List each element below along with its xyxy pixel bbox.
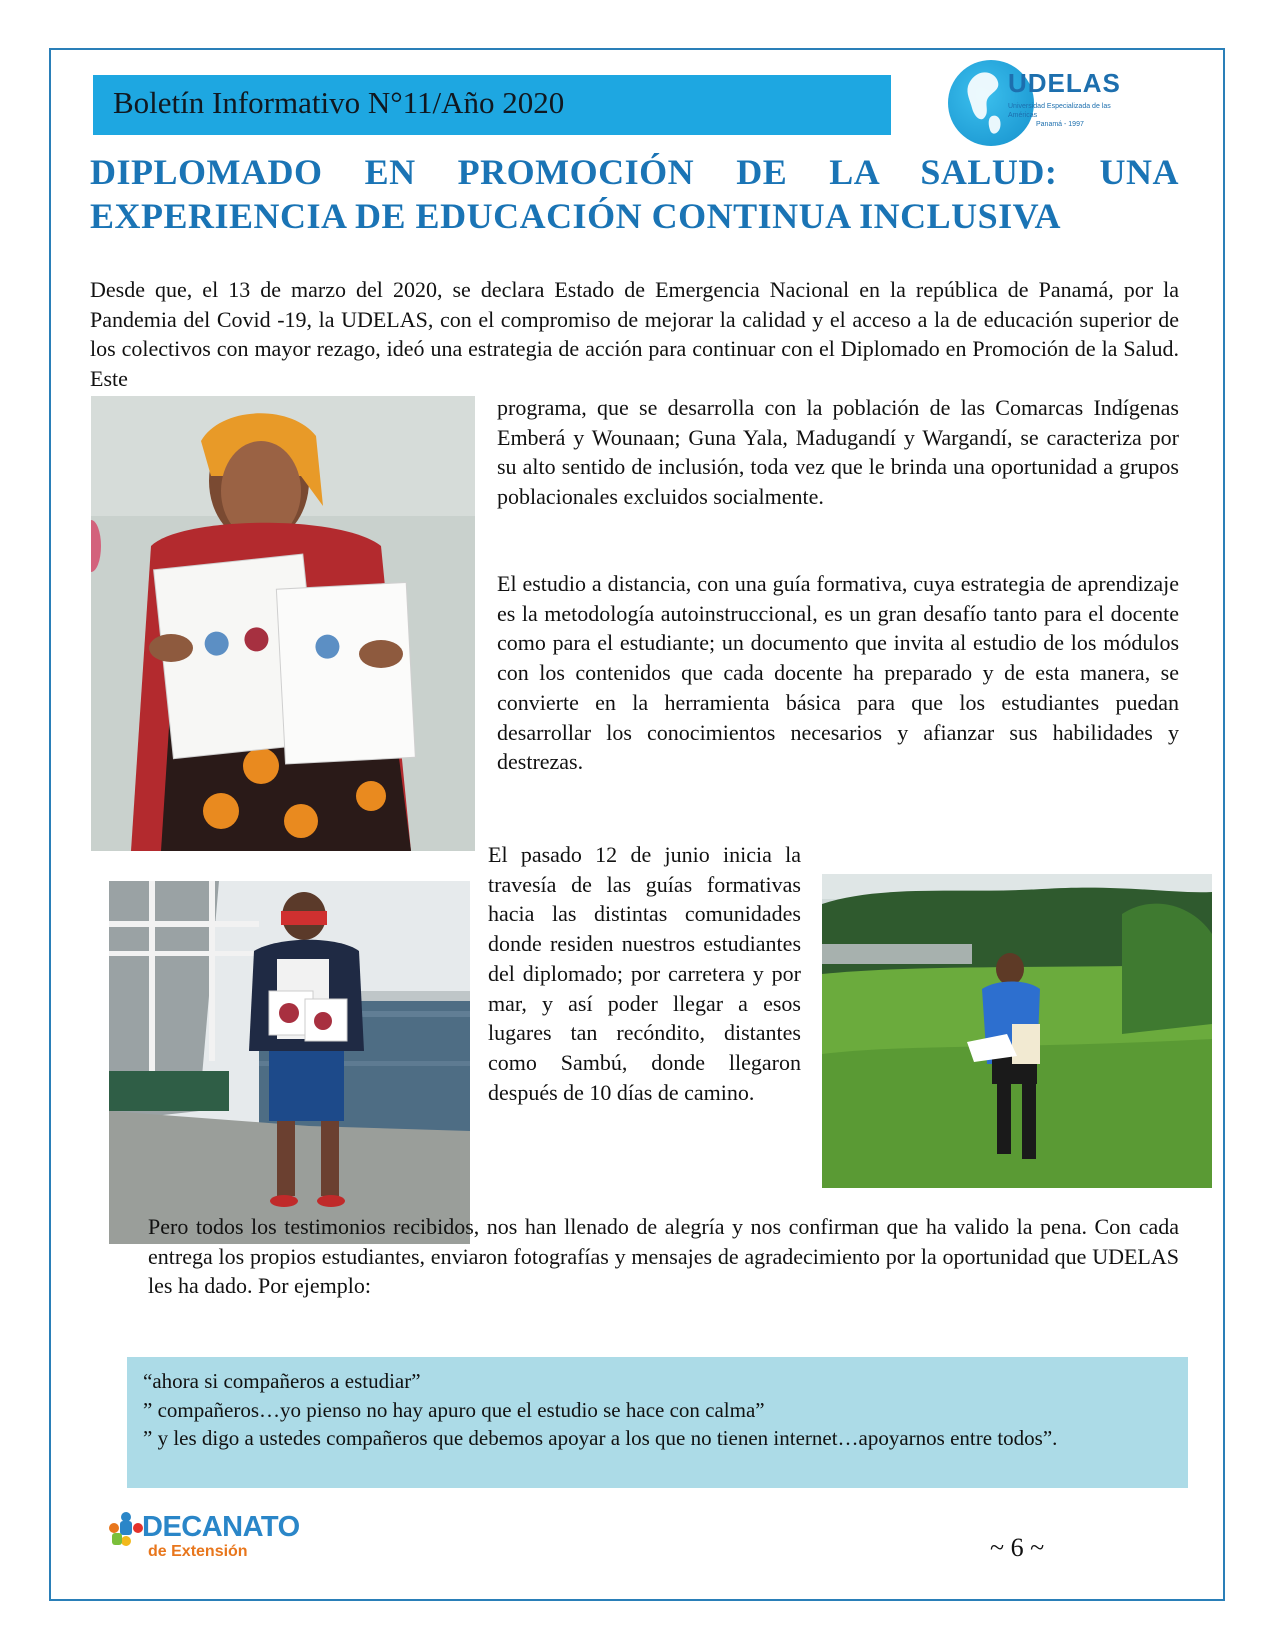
decanato-logo-sub: de Extensión (148, 1543, 248, 1560)
photo-student-pier (109, 881, 470, 1244)
udelas-logo (948, 58, 1128, 148)
article-paragraph-3: El estudio a distancia, con una guía formativa, cuya estrategia de aprendizaje es la metodología autoinstruccional, es un gran desafío tanto para el docente como para el estudiante; un documento que invita al estudio de los módulos con los contenidos que cada docente ha preparado y de esta manera, se convierte en la herramienta básica para que los estudiantes puedan desarrollar los conocimientos necesarios y afianzar sus habilidades y destrezas. (497, 571, 1179, 775)
testimonials-box (127, 1357, 1188, 1488)
page-number: ~ 6 ~ (990, 1533, 1045, 1562)
decanato-logo (108, 1505, 300, 1567)
decanato-logo-main: DECANATO (142, 1511, 300, 1543)
photo-student-certificates (91, 396, 475, 851)
article-paragraph-2: programa, que se desarrolla con la población de las Comarcas Indígenas Emberá y Wounaan; Guna Yala, Madugandí y Wargandí, se caracteriza por su alto sentido de inclusión, toda vez que le brinda una oportunidad a grupos poblacionales excluidos socialmente. (497, 395, 1179, 510)
article-paragraph-4: El pasado 12 de junio inicia la travesía de las guías formativas hacia las distintas comunidades donde residen nuestros estudiantes del diplomado; por carretera y por mar, y así poder llegar a esos lugares tan recóndito, distantes como Sambú, donde llegaron después de 10 días de camino. (488, 842, 801, 1105)
bulletin-banner (93, 75, 891, 135)
logo-name: UDELAS (1008, 68, 1121, 98)
testimonial-quote: ” y les digo a ustedes compañeros que debemos apoyar a los que no tienen internet…apoyarnos entre todos”. (143, 1426, 1058, 1450)
logo-subtitle: Universidad Especializada de las Américas Panamá - 1997 (1008, 103, 1111, 128)
bulletin-title: Boletín Informativo N°11/Año 2020 (113, 85, 565, 120)
article-paragraph-5: Pero todos los testimonios recibidos, nos han llenado de alegría y nos confirman que ha valido la pena. Con cada entrega los propios estudiantes, enviaron fotografías y mensajes de agradecimiento por la oportunidad que UDELAS les ha dado. Por ejemplo: (148, 1214, 1179, 1299)
testimonial-quote: ” compañeros…yo pienso no hay apuro que el estudio se hace con calma” (143, 1397, 765, 1422)
testimonial-quote: “ahora si compañeros a estudiar” (143, 1369, 421, 1393)
photo-student-field (822, 874, 1212, 1188)
article-paragraph-1: Desde que, el 13 de marzo del 2020, se declara Estado de Emergencia Nacional en la república de Panamá, por la Pandemia del Covid -19, la UDELAS, con el compromiso de mejorar la calidad y el acceso a la de educación superior de los colectivos con mayor rezago, ideó una estrategia de acción para continuar con el Diplomado en Promoción de la Salud. Este (90, 277, 1179, 392)
article-title: DIPLOMADO EN PROMOCIÓN DE LA SALUD: UNA EXPERIENCIA DE EDUCACIÓN CONTINUA INCLUSIVA (90, 152, 1179, 236)
people-icon (108, 1511, 144, 1553)
